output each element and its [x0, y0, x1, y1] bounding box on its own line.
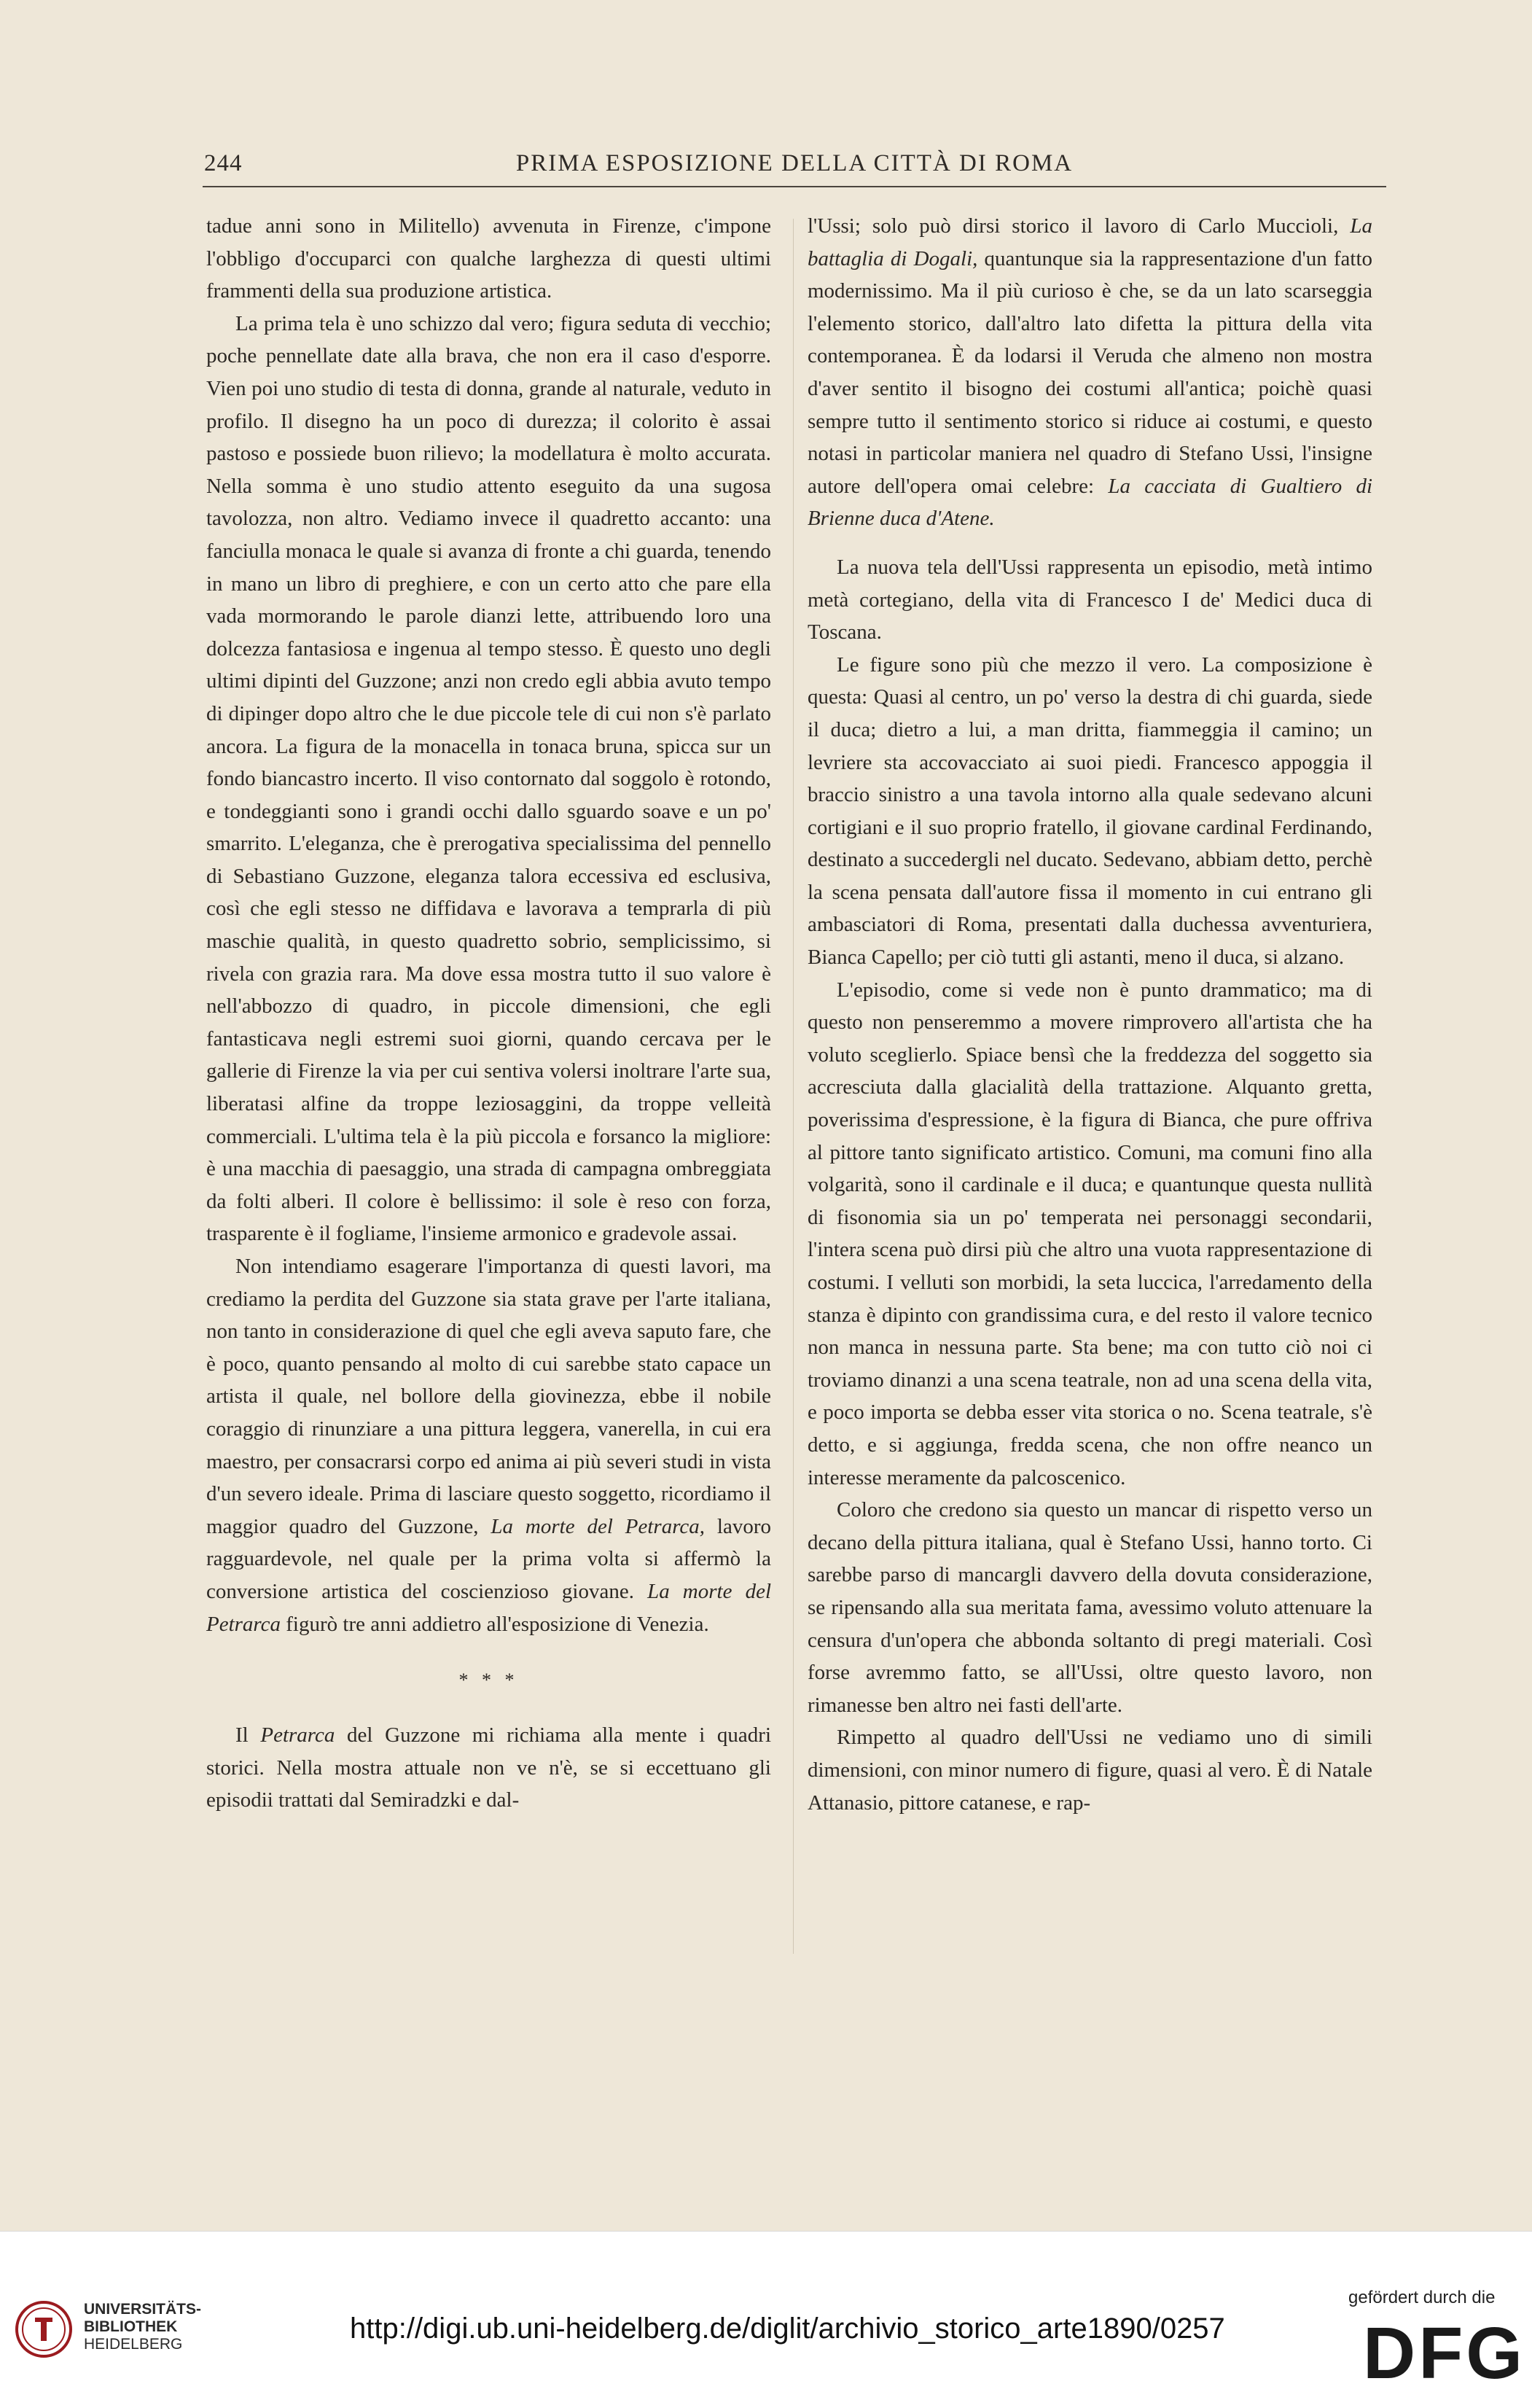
funding-caption: gefördert durch die — [1348, 2288, 1496, 2307]
text-run: lavoro ragguardevole, nel quale per la prima volta si affermò la conversione artistica del coscienzioso giovane. — [206, 1514, 771, 1603]
paragraph — [206, 1250, 771, 1640]
paragraph: La prima tela è uno schizzo dal vero; figura seduta di vecchio; poche pennellate date alla brava, che non era il caso d'esporre. Vien poi uno studio di testa di donna, grande al naturale, veduto in profilo. Il disegno ha un poco di durezza; il colorito è assai pastoso e possiede buon rilievo; la modellatura è molto accurata. Nella somma è uno studio attento eseguito da una sugosa tavolozza, non altro. Vediamo invece il quadretto accanto: una fanciulla monaca le quale si avanza di fronte a chi guarda, tenendo in mano un libro di preghiere, e con un certo atto che pare ella vada mormorando le parole dianzi lette, attribuendo loro una dolcezza fantasiosa e ingenua al tempo stesso. È questo uno degli ultimi dipinti del Guzzone; anzi non credo egli abbia avuto tempo di dipinger dopo altro che le due piccole tele di cui non s'è parlato ancora. La figura de la monacella in tonaca bruna, spicca sur un fondo biancastro incerto. Il viso contornato dal soggolo è rotondo, e tondeggianti sono i grandi occhi dallo sguardo soave e un po' smarrito. L'eleganza, che è prerogativa specialissima del pennello di Sebastiano Guzzone, eleganza talora eccessiva ed esclusiva, così che egli stesso ne diffidava e lavorava a temprarla di più maschie qualità, in questo quadretto sobrio, semplicissimo, si rivela con grazia rara. Ma dove essa mostra tutto il suo valore è nell'abbozzo di quadro, in piccole dimensioni, che egli fantasticava negli estremi suoi giorni, quando cercava per le gallerie di Firenze la via per cui sentiva volersi inoltrare l'arte sua, liberatasi alfine da troppe leziosaggini, da troppe velleità commerciali. L'ultima tela è la più piccola e forsanco la migliore: è una macchia di paesaggio, una strada di campagna ombreggiata da folti alberi. Il colore è bellissimo: il sole è reso con forza, trasparente è il fogliame, l'insieme armonico e gradevole assai. — [206, 311, 771, 1246]
left-column — [206, 210, 771, 1817]
permalink-url[interactable]: http://digi.ub.uni-heidelberg.de/diglit/archivio_storico_arte1890/0257 — [350, 2312, 1225, 2345]
library-name-line: UNIVERSITÄTS- — [84, 2301, 202, 2318]
paragraph — [808, 210, 1372, 535]
column-divider — [793, 219, 794, 1954]
right-column — [808, 210, 1372, 1819]
artwork-title: La morte del Petrarca — [206, 1579, 771, 1636]
running-title: PRIMA ESPOSIZIONE DELLA CITTÀ DI ROMA — [515, 150, 1074, 176]
header-rule — [203, 186, 1386, 187]
text-run: quantunque sia la rappresentazione d'un fatto modernissimo. Ma il più curioso è che, se da un lato scarseggia l'elemento storico, dall'altro lato difetta la pittura della vita contemporanea. È da lodarsi il Veruda che almeno non mostra d'aver sentito il bisogno dei costumi all'antica; poichè quasi sempre tutto il sentimento storico si riduce ai costumi, e questo notasi in particolar maniera nel quadro di Stefano Ussi, l'insigne autore dell'opera omai celebre: — [808, 246, 1373, 498]
paragraph — [206, 1719, 771, 1817]
footer-rule — [0, 2231, 1532, 2232]
artwork-title: Petrarca — [260, 1723, 335, 1747]
text-run: figurò tre anni addietro all'esposizione di Venezia. — [286, 1612, 709, 1636]
section-separator: * * * — [458, 1669, 519, 1691]
library-name[interactable] — [84, 2301, 201, 2353]
library-name-line: HEIDELBERG — [84, 2336, 183, 2353]
paragraph: La nuova tela dell'Ussi rappresenta un episodio, metà intimo metà cortegiano, della vita di Francesco I de' Medici duca di Toscana. — [808, 555, 1372, 644]
artwork-title: La battaglia di Dogali, — [808, 214, 1372, 270]
text-run: l'Ussi; solo può dirsi storico il lavoro di Carlo Muccioli, — [808, 214, 1339, 238]
paragraph: L'episodio, come si vede non è punto drammatico; ma di questo non penseremmo a movere rimprovero all'artista che ha voluto sceglierlo. Spiace bensì che la freddezza del soggetto sia accresciuta dalla glacialità della trattazione. Alquanto gretta, poverissima d'espressione, è la figura di Bianca, che pure offriva al pittore tanto significato artistico. Comuni, ma comuni fino alla volgarità, sono il cardinale e il duca; e quantunque questa nullità di fisonomia sia un po' temperata nei personaggi secondarii, l'intera scena può dirsi più che altro una vuota rappresentazione di costumi. I velluti son morbidi, la seta luccica, l'arredamento della stanza è dipinto con grandissima cura, e del resto il valore tecnico non manca in nessuna parte. Sta bene; ma con tutto ciò noi ci troviamo dinanzi a una scena teatrale, non ad una scena della vita, e poco importa se debba esser vita storica o no. Scena teatrale, s'è detto, e si aggiunga, fredda scena, che non offre neanco un interesse meramente da palcoscenico. — [808, 978, 1372, 1489]
dfg-logo[interactable]: DFG — [1363, 2312, 1526, 2394]
artwork-title: La cacciata di Gualtiero di Brienne duca d'Atene. — [808, 474, 1373, 531]
text-run: del Guzzone mi richiama alla mente i quadri storici. Nella mostra attuale non ve n'è, se si eccettuano gli episodii trattati dal Semiradzki e dal- — [206, 1723, 772, 1812]
paragraph: Le figure sono più che mezzo il vero. La composizione è questa: Quasi al centro, un po' verso la destra di chi guarda, siede il duca; dietro a lui, a man dritta, fiammeggia il camino; un levriere sta accovacciato ai suoi piedi. Francesco appoggia il braccio sinistro a una tavola intorno alla quale sedevano alcuni cortigiani e il suo proprio fratello, il giovane cardinal Ferdinando, destinato a succedergli nel ducato. Sedevano, abbiam detto, perchè la scena pensata dall'autore fissa il momento in cui entrano gli ambasciatori di Roma, presentati dalla duchessa avventuriera, Bianca Capello; per ciò tutti gli astanti, meno il duca, si alzano. — [808, 652, 1372, 970]
text-run: Il — [235, 1723, 249, 1747]
page-number: 244 — [204, 150, 243, 176]
text-run: Non intendiamo esagerare l'importanza di questi lavori, ma crediamo la perdita del Guzzone sia stata grave per l'arte italiana, non tanto in considerazione di quel che egli aveva saputo fare, che è poco, quanto pensando al molto di cui sarebbe stato capace un artista il quale, nel bollore della giovinezza, ebbe il nobile coraggio di rinunziare a una pittura leggera, vanerella, in cui era maestro, per consacrarsi corpo ed anima ai più severi studi in vista d'un severo ideale. Prima di lasciare questo soggetto, ricordiamo il maggior quadro del Guzzone, — [206, 1255, 771, 1538]
paragraph: tadue anni sono in Militello) avvenuta in Firenze, c'impone l'obbligo d'occuparci con qualche larghezza di questi ultimi frammenti della sua produzione artistica. — [206, 214, 771, 303]
viewer-footer — [0, 2231, 1532, 2408]
university-seal-icon — [15, 2300, 73, 2358]
paragraph: Coloro che credono sia questo un mancar di rispetto verso un decano della pittura italiana, qual è Stefano Ussi, hanno torto. Ci sarebbe parso di mancargli davvero della dovuta considerazione, se ripensando alla sua meritata fama, avessimo voluto attenuare la censura d'un'opera che abbonda soltanto di pregi materiali. Così forse avremmo fatto, se all'Ussi, oltre questo lavoro, non rimanesse ben altro nei fasti dell'arte. — [808, 1498, 1372, 1717]
running-head — [204, 150, 1385, 187]
artwork-title: La morte del Petrarca, — [491, 1514, 706, 1538]
paragraph: Rimpetto al quadro dell'Ussi ne vediamo uno di simili dimensioni, con minor numero di figure, quasi al vero. È di Natale Attanasio, pittore catanese, e rap- — [808, 1726, 1372, 1815]
library-name-line: BIBLIOTHEK — [84, 2318, 178, 2335]
